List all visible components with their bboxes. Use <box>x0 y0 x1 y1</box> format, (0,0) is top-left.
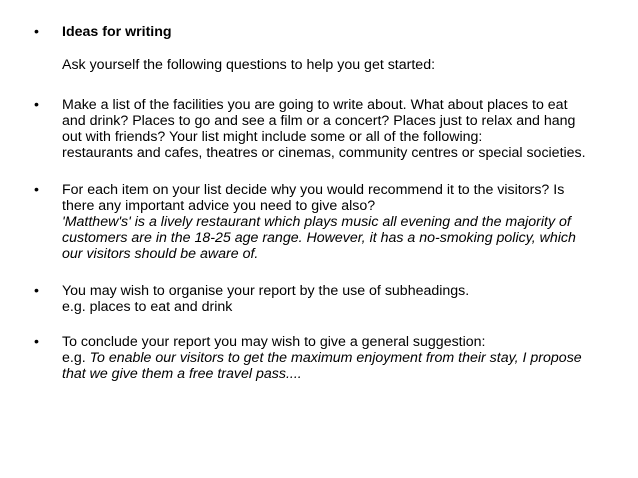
text-line: there any important advice you need to give also? <box>62 198 376 214</box>
eg-prefix: e.g. <box>62 350 86 366</box>
text-line: Make a list of the facilities you are going to write about. What about places to eat <box>62 97 568 113</box>
text-line: and drink? Places to go and see a film or a concert? Places just to relax and hang <box>62 113 576 129</box>
bullet-dot: • <box>34 97 39 113</box>
text-line: For each item on your list decide why you would recommend it to the visitors? Is <box>62 182 565 198</box>
bullet-item-recommend <box>34 182 624 272</box>
ideas-heading: Ideas for writing <box>62 24 172 40</box>
example-line <box>62 350 624 366</box>
bullet-dot: • <box>34 24 39 40</box>
bullet-dot: • <box>34 283 39 299</box>
text-line: restaurants and cafes, theatres or cinemas, community centres or special societies. <box>62 145 586 161</box>
intro-line: Ask yourself the following questions to help you get started: <box>62 57 436 73</box>
bullet-text <box>62 24 624 73</box>
bullet-dot: • <box>34 182 39 198</box>
text-line: To conclude your report you may wish to give a general suggestion: <box>62 334 486 350</box>
text-line: out with friends? Your list might include some or all of the following: <box>62 129 483 145</box>
bullet-item-subheadings <box>34 283 624 319</box>
bullet-item-conclude <box>34 334 624 386</box>
example-text: To enable our visitors to get the maximum enjoyment from their stay, I propose <box>89 350 582 366</box>
bullet-text <box>62 97 624 161</box>
bullet-item-ideas <box>34 24 624 84</box>
text-line: You may wish to organise your report by the use of subheadings. <box>62 283 470 299</box>
bullet-item-facilities <box>34 97 624 167</box>
bullet-dot: • <box>34 334 39 350</box>
bullet-text <box>62 334 624 382</box>
example-line: our visitors should be aware of. <box>62 246 259 262</box>
example-line: customers are in the 18-25 age range. However, it has a no-smoking policy, which <box>62 230 576 246</box>
example-line: 'Matthew's' is a lively restaurant which plays music all evening and the majority of <box>62 214 571 230</box>
bullet-text <box>62 283 624 315</box>
bullet-text <box>62 182 624 262</box>
text-line: e.g. places to eat and drink <box>62 299 233 315</box>
example-line: that we give them a free travel pass.... <box>62 366 302 382</box>
